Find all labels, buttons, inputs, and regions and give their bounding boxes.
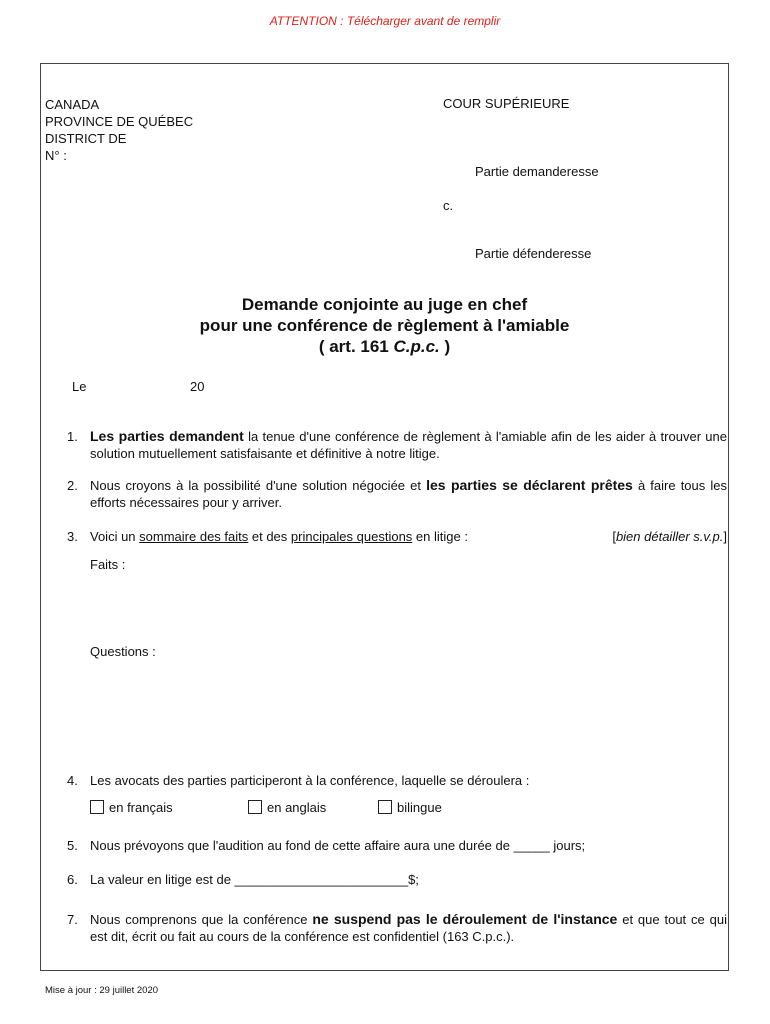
district-label: DISTRICT DE [45,131,127,146]
item-text: Nous comprenons que la conférence ne suspend pas le déroulement de l'instance et que tout ce qui est dit, écrit ou fait au cours de la conférence est confidentiel (163 C.p.c.). [90,911,727,944]
jurisdiction-block [45,96,193,164]
checkbox-icon[interactable] [248,800,262,814]
date-year-label: 20 [190,379,205,394]
list-item-5 [67,837,727,857]
item-number: 1. [67,429,78,444]
item-number: 5. [67,838,78,853]
update-date-footer: Mise à jour : 29 juillet 2020 [45,985,159,996]
form-frame [40,63,729,971]
list-item-2 [67,477,727,513]
item-text: Nous croyons à la possibilité d'une solution négociée et les parties se déclarent prêtes à faire tous les efforts nécessaires pour y arriver. [90,477,727,510]
checkbox-icon[interactable] [90,800,104,814]
item-number: 7. [67,912,78,927]
title-line-1: Demande conjointe au juge en chef [241,295,528,314]
list-item-6 [67,871,727,891]
item-text: Les parties demandent la tenue d'une conférence de règlement à l'amiable afin de les aider à trouver une solution mutuellement satisfaisante et définitive à notre litige. [90,428,727,461]
list-item-7 [67,911,727,947]
item-text: Les avocats des parties participeront à la conférence, laquelle se déroulera : [90,773,530,788]
item-number: 6. [67,872,78,887]
option-english[interactable]: en anglais [248,800,326,815]
detail-note: [bien détailler s.v.p.] [612,529,727,544]
list-item-3 [67,528,727,548]
option-french[interactable]: en français [90,800,173,815]
item-text: Nous prévoyons que l'audition au fond de cette affaire aura une durée de _____ jours; [90,838,586,853]
file-number-label: N° : [45,148,67,163]
plaintiff-label: Partie demanderesse [475,164,599,179]
duration-blank[interactable]: _____ [513,838,550,853]
versus-label: c. [443,198,454,213]
title-line-3: ( art. 161 C.p.c. ) [318,337,451,356]
option-bilingual[interactable]: bilingue [378,800,442,815]
court-label: COUR SUPÉRIEURE [443,96,570,111]
country-label: CANADA [45,97,100,112]
province-label: PROVINCE DE QUÉBEC [45,114,194,129]
download-warning-banner: ATTENTION : Télécharger avant de remplir [269,14,501,28]
item-number: 2. [67,478,78,493]
item-number: 3. [67,529,78,544]
form-title [40,294,729,357]
item-text: La valeur en litige est de ________________________$; [90,872,419,887]
value-blank[interactable]: ________________________ [234,872,409,887]
item-text: Voici un sommaire des faits et des principales questions en litige : [bien détailler s.v.p.] [90,529,727,544]
checkbox-icon[interactable] [378,800,392,814]
facts-label: Faits : [90,557,126,572]
defendant-label: Partie défenderesse [475,246,592,261]
language-options [90,800,510,820]
questions-label: Questions : [90,644,156,659]
date-label: Le [72,379,87,394]
list-item-4 [67,772,727,792]
title-line-2: pour une conférence de règlement à l'amiable [199,316,570,335]
list-item-1 [67,428,727,464]
item-number: 4. [67,773,78,788]
